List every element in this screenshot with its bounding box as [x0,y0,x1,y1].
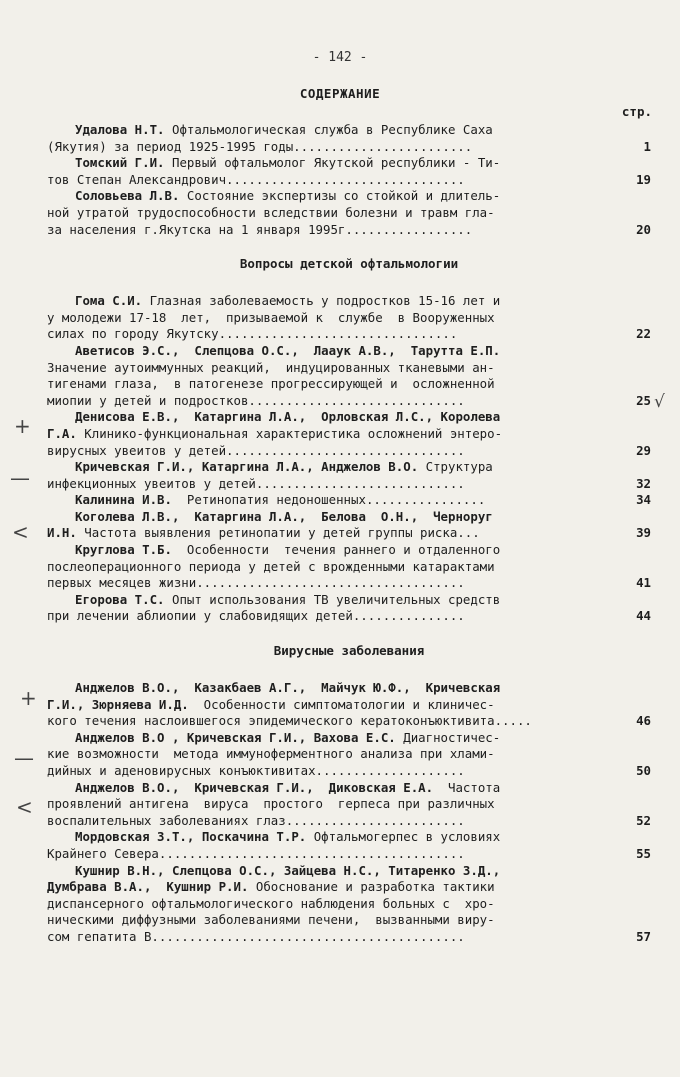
entry-page-number: 46 [636,713,651,729]
entry-line [47,476,587,493]
entry-text: послеоперационного периода у детей с врожденными катарактами [47,558,495,574]
handwritten-tick-mark: < [12,520,29,544]
entry-page-number: 32 [636,475,651,491]
entry-page-number: 29 [636,442,651,458]
entry-text: кого течения наслоившегося эпидемического кератоконъюктивита..... [47,713,532,729]
entry-authors: Томский Г.И. [75,155,165,171]
entry-line [47,730,587,747]
handwritten-plus-mark: + [20,686,37,710]
entry-text: Частота [433,779,501,795]
entry-text: кие возможности метода иммуноферментного анализа при хлами- [47,746,495,762]
entry-line [47,746,587,763]
entry-authors: Калинина И.В. [75,492,172,508]
entry-text: Ретинопатия недоношенных................ [171,492,486,508]
entry-text: Первый офтальмолог Якутской республики - Ти- [164,155,501,171]
entry-text: миопии у детей и подростков............................. [47,392,465,408]
entry-line [47,443,587,460]
entry-text: диспансерного офтальмологического наблюдения больных с хро- [47,895,495,911]
entry-page-number: 57 [636,928,651,944]
entry-line [47,575,587,592]
entry-text: дийных и аденовирусных конъюктивитах.................... [47,763,465,778]
contents-entry [47,459,651,492]
entry-text: Офтальмологическая служба в Республике Саха [164,122,493,137]
entry-page-number: 20 [636,221,651,237]
entry-text: силах по городу Якутску................................ [47,326,458,342]
entry-line [47,393,587,410]
contents-entry [47,293,651,343]
entry-text: Глазная заболеваемость у подростков 15-16 лет и [142,293,501,309]
entry-text: тов Степан Александрович................................ [47,171,465,187]
entry-line [47,608,587,625]
entry-line [47,542,587,559]
entry-line [47,426,587,443]
entry-text: инфекционных увеитов у детей............................ [47,475,465,491]
contents-list [47,122,651,946]
entry-line [47,509,587,526]
entry-line [47,559,587,576]
entry-line [47,763,587,780]
entry-line [47,155,587,172]
entry-authors: Коголева Л.В., Катаргина Л.А., Белова О.Н., Черноруг [75,508,493,524]
entry-text: ническими диффузными заболеваниями печени, вызванными виру- [47,912,495,928]
entry-text: первых месяцев жизни.................................... [47,575,465,591]
entry-authors: Удалова Н.Т. [75,122,165,137]
entry-page-number: 41 [636,575,651,591]
entry-line [47,896,587,913]
entry-authors: Анджелов В.О., Кричевская Г.И., Диковская Е.А. [75,779,434,795]
entry-text: проявлений антигена вируса простого герпеса при различных [47,796,495,812]
entry-page-number: 25 [636,392,651,408]
handwritten-dash-mark: — [14,746,34,770]
contents-entry [47,155,651,188]
entry-text: у молодежи 17-18 лет, призываемой к службе в Вооруженных [47,309,495,325]
section-heading: Вопросы детской офтальмологии [239,256,459,272]
entry-line [47,592,587,609]
entry-text: Офтальмогерпес в условиях [306,829,501,845]
entry-text: Клинико-функциональная характеристика осложнений энтеро- [76,425,503,441]
entry-authors: Соловьева Л.В. [75,188,180,204]
entry-line [47,863,587,880]
contents-entry [47,188,651,238]
entry-text: (Якутия) за период 1925-1995 годы........................ [47,138,473,154]
page-column-label: стр. [621,104,652,119]
entry-text: Обоснование и разработка тактики [248,879,495,895]
page-title: СОДЕРЖАНИЕ [299,86,381,101]
entry-line [47,525,587,542]
entry-text: воспалительных заболеваниях глаз........................ [47,812,465,828]
entry-text: Состояние экспертизы со стойкой и длитель- [179,188,501,204]
entry-line [47,492,587,509]
contents-entry [47,509,651,542]
entry-line [47,188,587,205]
entry-text: Значение аутоиммунных реакций, индуцированных тканевыми ан- [47,359,495,375]
entry-line [47,879,587,896]
entry-page-number: 50 [636,763,651,778]
entry-authors: Аветисов Э.С., Слепцова О.С., Лааук А.В., Тарутта Е.П. [75,342,501,358]
handwritten-tick-mark: < [16,795,33,819]
contents-entry [47,592,651,625]
entry-authors: Круглова Т.Б. [75,542,172,558]
entry-line [47,697,587,714]
entry-line [47,139,587,156]
contents-entry [47,343,651,409]
entry-text: при лечении аблиопии у слабовидящих детей............... [47,608,465,624]
entry-line [47,222,587,239]
entry-line [47,293,587,310]
entry-authors: Денисова Е.В., Катаргина Л.А., Орловская Л.С., Королева [75,409,501,425]
entry-authors: Г.А. [47,425,77,441]
entry-authors: Кричевская Г.И., Катаргина Л.А., Анджелов В.О. [75,459,419,475]
entry-page-number: 52 [636,812,651,828]
entry-authors: Думбрава В.А., Кушнир Р.И. [47,879,249,895]
entry-text: вирусных увеитов у детей................................ [47,442,465,458]
entry-text: Структура [418,459,493,475]
entry-line [47,326,587,343]
entry-text: Особенности течения раннего и отдаленного [171,542,501,558]
entry-line [47,829,587,846]
contents-entry [47,492,651,509]
entry-line [47,172,587,189]
entry-line [47,122,587,139]
entry-line [47,846,587,863]
contents-entry [47,122,651,155]
section-heading: Вирусные заболевания [273,643,425,659]
entry-text: за населения г.Якутска на 1 января 1995г................. [47,221,473,237]
entry-line [47,713,587,730]
entry-authors: Мордовская З.Т., Поскачина Т.Р. [75,829,307,845]
handwritten-plus-mark: + [14,414,31,438]
entry-page-number: 55 [636,845,651,861]
entry-line [47,929,587,946]
entry-line [47,409,587,426]
entry-line [47,376,587,393]
entry-line [47,205,587,222]
entry-text: Опыт использования ТВ увеличительных средств [164,591,501,607]
entry-page-number: 44 [636,608,651,624]
contents-entry [47,680,651,730]
entry-text: ной утратой трудоспособности вследствии болезни и травм гла- [47,204,495,220]
entry-authors: Анджелов В.О , Кричевская Г.И., Вахова Е.С. [75,729,396,745]
contents-entry [47,542,651,592]
entry-authors: Гома С.И. [75,293,143,309]
handwritten-check-mark: √ [654,392,665,412]
handwritten-dash-mark: — [10,466,30,490]
entry-line [47,360,587,377]
entry-page-number: 19 [636,171,651,187]
entry-line [47,813,587,830]
entry-line [47,912,587,929]
entry-text: сом гепатита В.......................................... [47,928,465,944]
entry-line [47,343,587,360]
entry-line [47,459,587,476]
entry-text: Диагностичес- [395,729,501,745]
entry-text: Особенности симптоматологии и клиничес- [188,696,495,712]
entry-authors: Кушнир В.Н., Слепцова О.С., Зайцева Н.С., Титаренко З.Д., [75,862,501,878]
entry-page-number: 22 [636,326,651,342]
page-number: - 142 - [312,50,368,65]
contents-entry [47,780,651,830]
entry-page-number: 1 [643,138,651,154]
entry-line [47,780,587,797]
entry-authors: И.Н. [47,525,77,541]
contents-entry [47,409,651,459]
entry-text: тигенами глаза, в патогенезе прогрессирующей и осложненной [47,376,495,392]
entry-line [47,680,587,697]
entry-text: Крайнего Севера......................................... [47,845,465,861]
entry-line [47,310,587,327]
contents-entry [47,829,651,862]
entry-page-number: 34 [636,492,651,508]
entry-authors: Анджелов В.О., Казакбаев А.Г., Майчук Ю.Ф., Кричевская [75,680,501,696]
entry-line [47,796,587,813]
entry-text: Частота выявления ретинопатии у детей группы риска... [76,525,480,541]
contents-entry [47,730,651,780]
entry-authors: Г.И., Зюрняева И.Д. [47,696,189,712]
entry-page-number: 39 [636,525,651,541]
contents-entry [47,863,651,946]
entry-authors: Егорова Т.С. [75,591,165,607]
